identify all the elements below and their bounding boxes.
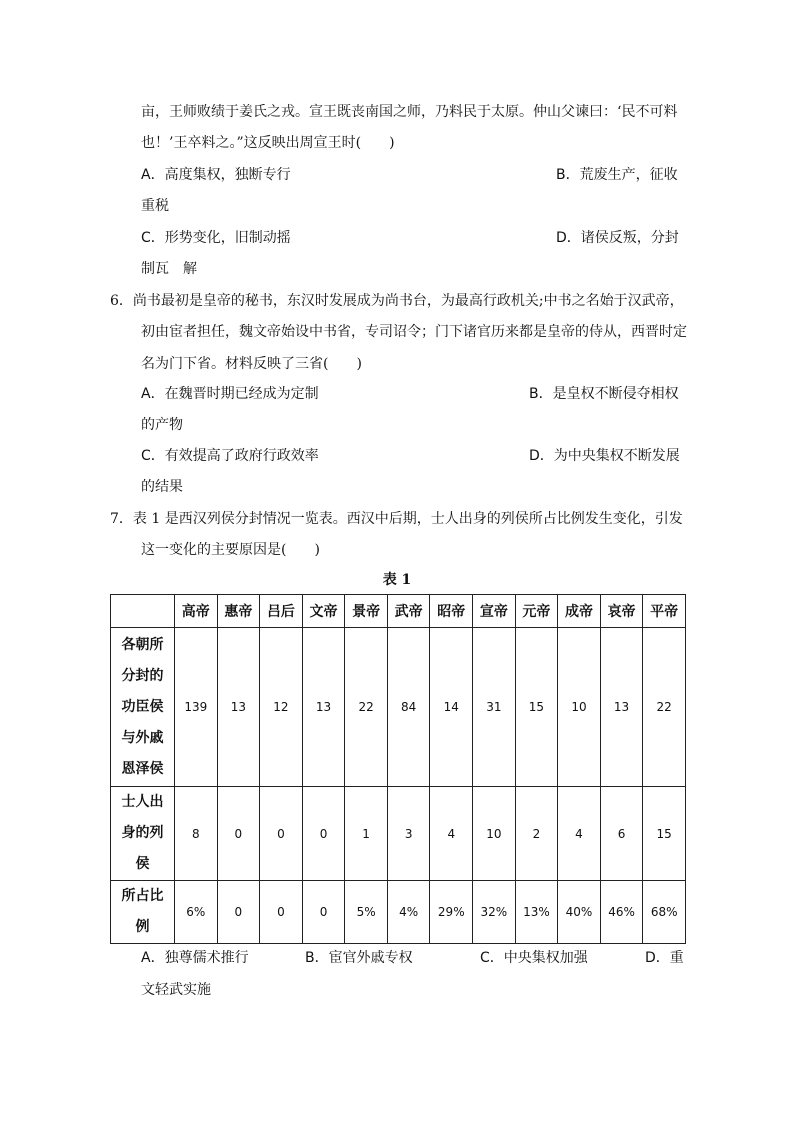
q6-text-line-3: 名为门下省。材料反映了三省( ) xyxy=(141,356,362,372)
q7-option-b: B．宦官外戚专权 xyxy=(305,950,413,966)
table-cell: 13 xyxy=(302,628,345,787)
table-cell: 31 xyxy=(473,628,516,787)
table-cell: 10 xyxy=(558,628,601,787)
q5-option-b: B．荒废生产，征收 xyxy=(556,167,678,183)
table-cell: 2 xyxy=(515,787,558,881)
q6-option-b-wrap: 的产物 xyxy=(141,417,183,433)
column-header: 成帝 xyxy=(558,595,601,628)
column-header: 哀帝 xyxy=(600,595,643,628)
table-cell: 84 xyxy=(387,628,430,787)
table-header-row xyxy=(111,595,686,628)
table-cell: 0 xyxy=(302,787,345,881)
table-cell: 4 xyxy=(430,787,473,881)
table-cell: 6 xyxy=(600,787,643,881)
q5-option-d: D．诸侯反叛，分封 xyxy=(556,230,679,246)
table-cell: 12 xyxy=(260,628,303,787)
table-cell: 0 xyxy=(217,881,260,944)
table-cell: 5% xyxy=(345,881,388,944)
q7-option-d: D．重 xyxy=(645,950,684,966)
table-cell: 22 xyxy=(345,628,388,787)
table-cell: 14 xyxy=(430,628,473,787)
q6-option-a: A．在魏晋时期已经成为定制 xyxy=(141,386,319,402)
table-cell: 40% xyxy=(558,881,601,944)
q5-option-b-wrap: 重税 xyxy=(141,198,169,214)
table-cell: 15 xyxy=(515,628,558,787)
q6-option-d-wrap: 的结果 xyxy=(141,479,183,495)
row-header: 士人出 身的列 侯 xyxy=(111,787,175,881)
table-cell: 29% xyxy=(430,881,473,944)
column-header: 平帝 xyxy=(643,595,686,628)
table-cell: 13 xyxy=(217,628,260,787)
table-cell: 139 xyxy=(175,628,218,787)
column-header: 元帝 xyxy=(515,595,558,628)
table-cell: 32% xyxy=(473,881,516,944)
table-caption: 表 1 xyxy=(382,572,412,588)
table-cell: 8 xyxy=(175,787,218,881)
column-header: 昭帝 xyxy=(430,595,473,628)
q6-option-d: D．为中央集权不断发展 xyxy=(529,448,680,464)
q7-text-line-1: 7．表 1 是西汉列侯分封情况一览表。西汉中后期，士人出身的列侯所占比例发生变化，引发 xyxy=(110,511,683,527)
q6-option-c: C．有效提高了政府行政效率 xyxy=(141,448,319,464)
q6-text-line-2: 初由宦者担任，魏文帝始设中书省，专司诏令；门下诸官历来都是皇帝的侍从，西晋时定 xyxy=(141,324,687,340)
column-header: 景帝 xyxy=(345,595,388,628)
table-cell: 0 xyxy=(217,787,260,881)
column-header: 文帝 xyxy=(302,595,345,628)
table-row xyxy=(111,881,686,944)
q5-text-line-1: 亩，王师败绩于姜氏之戎。宣王既丧南国之师，乃料民于太原。仲山父谏曰：‘民不可料 xyxy=(141,104,678,120)
table-row xyxy=(111,787,686,881)
q6-text-line-1: 6．尚书最初是皇帝的秘书，东汉时发展成为尚书台，为最高行政机关;中书之名始于汉武帝， xyxy=(110,293,684,309)
table-cell: 22 xyxy=(643,628,686,787)
table-cell: 0 xyxy=(260,787,303,881)
table-cell: 0 xyxy=(302,881,345,944)
table-cell: 4 xyxy=(558,787,601,881)
data-table xyxy=(110,594,686,944)
q7-text-line-2: 这一变化的主要原因是( ) xyxy=(141,542,320,558)
table-cell: 10 xyxy=(473,787,516,881)
column-header: 吕后 xyxy=(260,595,303,628)
table-cell: 1 xyxy=(345,787,388,881)
table-cell: 0 xyxy=(260,881,303,944)
q5-option-c: C．形势变化，旧制动摇 xyxy=(141,230,291,246)
table-row xyxy=(111,628,686,787)
row-header: 各朝所 分封的 功臣侯 与外戚 恩泽侯 xyxy=(111,628,175,787)
table-cell: 15 xyxy=(643,787,686,881)
row-header: 所占比 例 xyxy=(111,881,175,944)
column-header: 宣帝 xyxy=(473,595,516,628)
column-header: 高帝 xyxy=(175,595,218,628)
table-cell: 4% xyxy=(387,881,430,944)
q5-option-d-wrap: 制瓦 解 xyxy=(141,261,197,277)
q7-option-a: A．独尊儒术推行 xyxy=(141,950,249,966)
table-cell: 13 xyxy=(600,628,643,787)
table-cell: 6% xyxy=(175,881,218,944)
column-header: 武帝 xyxy=(387,595,430,628)
q6-option-b: B．是皇权不断侵夺相权 xyxy=(529,386,679,402)
table-cell: 46% xyxy=(600,881,643,944)
q7-option-d-wrap: 文轻武实施 xyxy=(141,982,211,998)
table-cell: 3 xyxy=(387,787,430,881)
table-cell: 68% xyxy=(643,881,686,944)
table-cell: 13% xyxy=(515,881,558,944)
q5-option-a: A．高度集权，独断专行 xyxy=(141,167,291,183)
table-corner-cell xyxy=(111,595,175,628)
q7-option-c: C．中央集权加强 xyxy=(480,950,588,966)
column-header: 惠帝 xyxy=(217,595,260,628)
q5-text-line-2: 也！’王卒料之。”这反映出周宣王时( ) xyxy=(141,135,395,151)
